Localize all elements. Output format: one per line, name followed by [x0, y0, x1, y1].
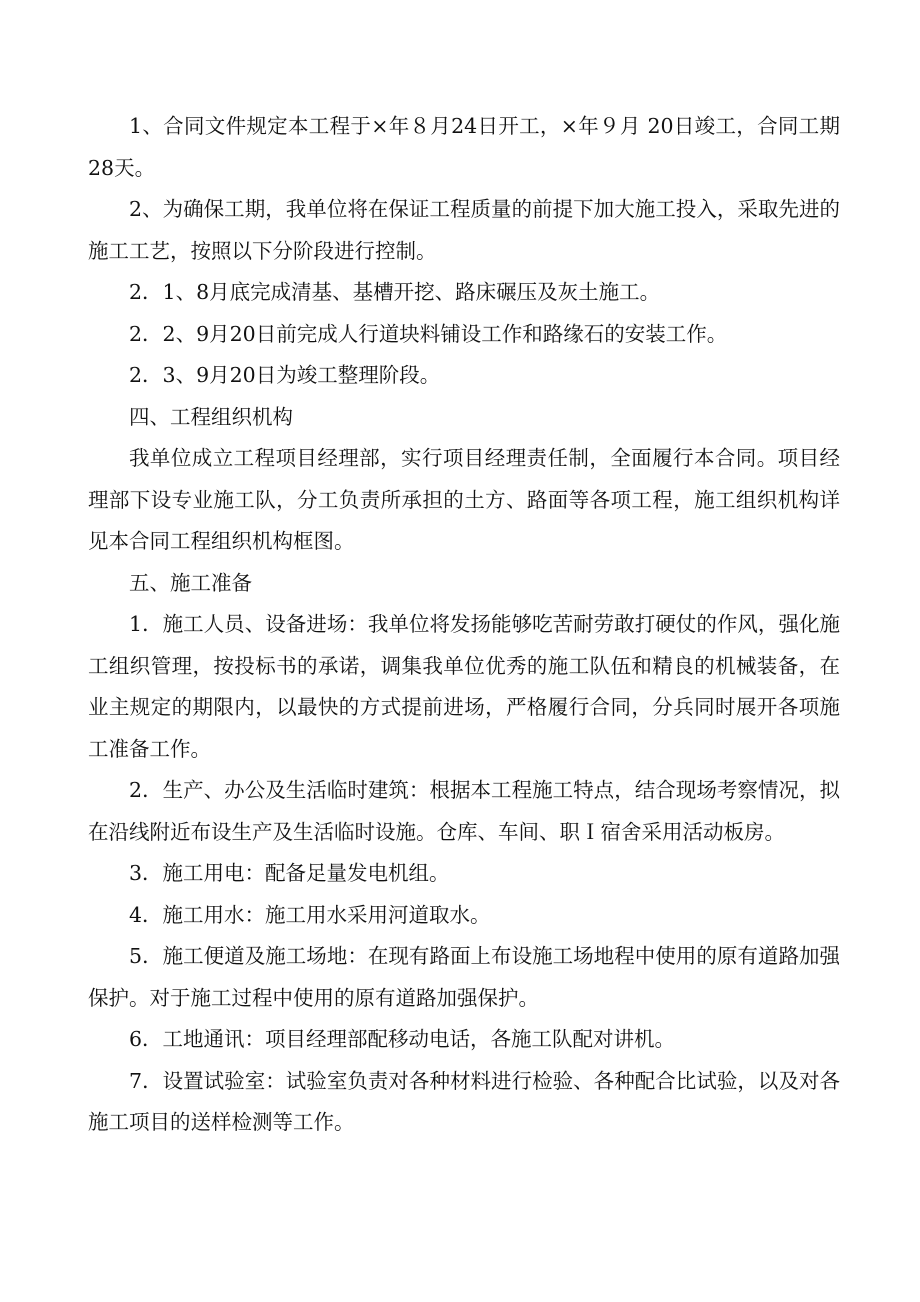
- paragraph-schedule-control: 2、为确保工期，我单位将在保证工程质量的前提下加大施工投入，采取先进的施工工艺，按照以下分阶段进行控制。: [88, 197, 840, 263]
- paragraph-schedule-dates: 1、合同文件规定本工程于×年８月24日开工，×年９月 20日竣工，合同工期28天。: [88, 114, 840, 180]
- paragraph-prep-communication: 6．工地通讯：项目经理部配移动电话，各施工队配对讲机。: [129, 1027, 676, 1051]
- paragraph-stage-1: 2．1、8月底完成清基、基槽开挖、路床碾压及灰土施工。: [129, 280, 661, 304]
- section-heading-preparation: 五、施工准备: [129, 570, 252, 595]
- section-heading-organization: 四、工程组织机构: [129, 404, 293, 429]
- paragraph-stage-3: 2．3、9月20日为竣工整理阶段。: [129, 363, 441, 387]
- paragraph-prep-personnel: 1．施工人员、设备进场：我单位将发扬能够吃苦耐劳敢打硬仗的作风，强化施工组织管理，按投标书的承诺，调集我单位优秀的施工队伍和精良的机械装备，在业主规定的期限内，以最快的方式提前进场，严格履行合同，分兵同时展开各项施工准备工作。: [88, 612, 840, 761]
- paragraph-prep-buildings: 2．生产、办公及生活临时建筑：根据本工程施工特点，结合现场考察情况，拟在沿线附近布设生产及生活临时设施。仓库、车间、职Ｉ宿舍采用活动板房。: [88, 778, 840, 844]
- paragraph-prep-laboratory: 7．设置试验室：试验室负责对各种材料进行检验、各种配合比试验，以及对各施工项目的送样检测等工作。: [88, 1068, 840, 1134]
- document-body: [88, 106, 840, 1144]
- paragraph-prep-roads: 5．施工便道及施工场地：在现有路面上布设施工场地程中使用的原有道路加强保护。对于施工过程中使用的原有道路加强保护。: [88, 944, 840, 1010]
- paragraph-stage-2: 2．2、9月20日前完成人行道块料铺设工作和路缘石的安装工作。: [129, 321, 728, 346]
- paragraph-prep-water: 4．施工用水：施工用水采用河道取水。: [129, 902, 491, 927]
- paragraph-organization: 我单位成立工程项目经理部，实行项目经理责任制，全面履行本合同。项目经理部下设专业施工队，分工负责所承担的土方、路面等各项工程，施工组织机构详见本合同工程组织机构框图。: [88, 446, 840, 553]
- paragraph-prep-power: 3．施工用电：配备足量发电机组。: [129, 861, 450, 885]
